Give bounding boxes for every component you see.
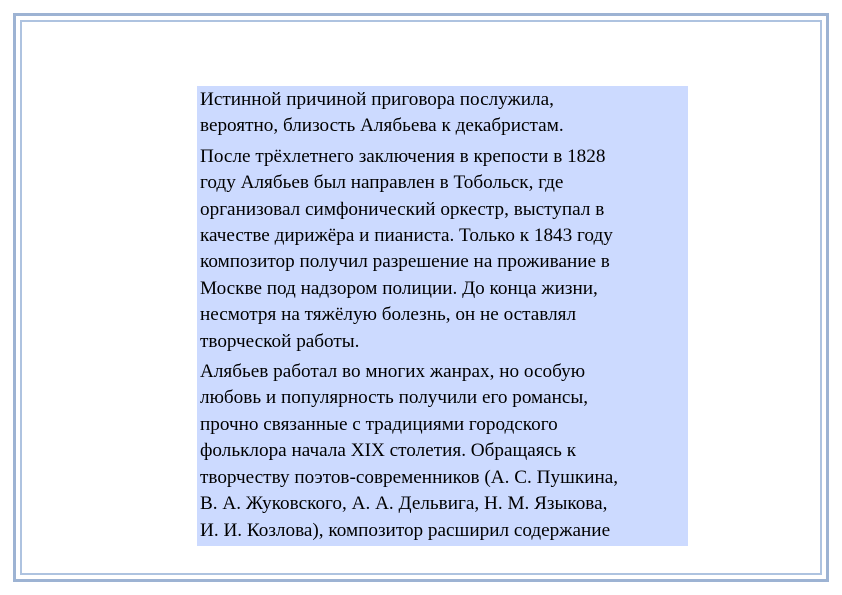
text-box [197, 86, 688, 546]
paragraph-1: Истинной причиной приговора послужила, вероятно, близость Алябьева к декабристам. [200, 89, 564, 137]
paragraph-3: Алябьев работал во многих жанрах, но особую любовь и популярность получили его романсы, прочно связанные с традициями городского фольклора начала XIX столетия. Обращаясь к творчеству поэтов-современников (А. С. Пушкина, В. А. Жуковского, А. А. Дельвига, Н. М. Языкова, И. И. Козлова), композитор расширил содержание [200, 361, 619, 541]
paragraph-2: После трёхлетнего заключения в крепости в 1828 году Алябьев был направлен в Тобольск, где организовал симфонический оркестр, выступал в качестве дирижёра и пианиста. Только к 1843 году композитор получил разрешение на проживание в Москве под надзором полиции. До конца жизни, несмотря на тяжёлую болезнь, он не оставлял творческой работы. [200, 145, 613, 352]
